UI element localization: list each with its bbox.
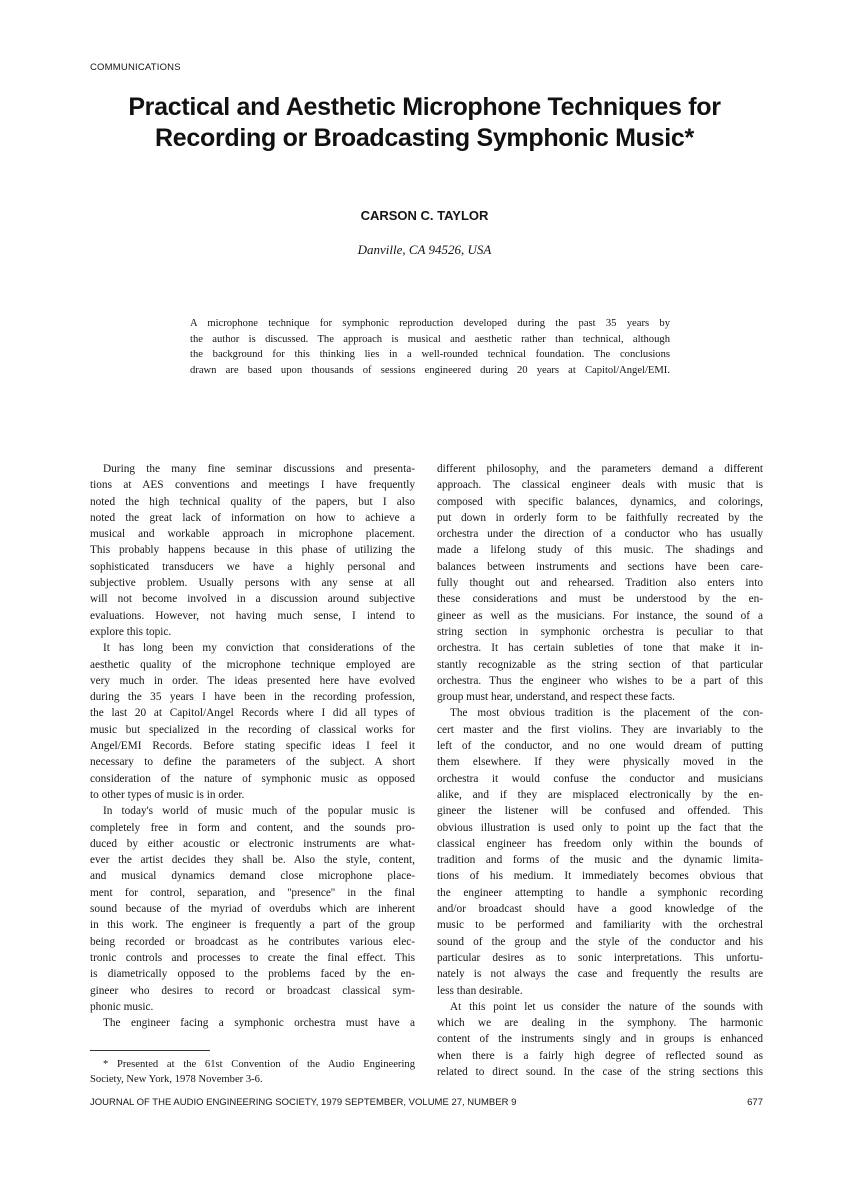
- body-line: noted the high technical quality of the papers, but I also: [90, 495, 415, 508]
- body-line: evaluations. However, not having much sense, I intend to: [90, 609, 415, 622]
- abstract: [190, 316, 670, 378]
- body-line: consideration of the nature of symphonic music as opposed: [90, 772, 415, 785]
- body-line: musical and workable approach in microphone placement.: [90, 528, 415, 541]
- body-line: gineer who desires to record or broadcast classical sym-: [90, 984, 415, 997]
- body-line: and musical dynamics demand close microphone place-: [90, 870, 415, 883]
- body-line: ever the artist decides they shall be. Also the style, content,: [90, 854, 415, 867]
- body-line: which we are dealing in the symphony. The harmonic: [437, 1017, 763, 1030]
- footnote-line: Society, New York, 1978 November 3-6.: [90, 1073, 263, 1085]
- body-line: aesthetic quality of the microphone technique employed are: [90, 658, 415, 671]
- body-line: nately is not always the case and frequently the results are: [437, 968, 763, 981]
- footnote: [90, 1058, 415, 1087]
- body-line: music to be performed and familiarity with the orchestral: [437, 919, 763, 932]
- body-line: different philosophy, and the parameters demand a different: [437, 463, 763, 475]
- body-line: stantly recognizable as the string section of that particular: [437, 658, 763, 671]
- body-line: the engineer attempting to handle a symphonic recording: [437, 886, 763, 899]
- body-line: This probably happens because in this phase of utilizing the: [90, 544, 415, 557]
- body-line: ment for control, separation, and ''presence'' in the final: [90, 886, 415, 899]
- body-line: orchestra under the direction of a conductor who has usually: [437, 528, 763, 541]
- body-line: music but specialized in the recording of classical works for: [90, 723, 415, 736]
- body-line: tions at AES conventions and meetings I have frequently: [90, 479, 415, 492]
- body-line: being recorded or broadcast as he contributes various elec-: [90, 935, 415, 948]
- body-line: particular desires as to sonic interpretations. This unfortu-: [437, 951, 763, 964]
- body-line: made a lifelong study of this music. The shadings and: [437, 544, 763, 557]
- journal-footer: JOURNAL OF THE AUDIO ENGINEERING SOCIETY, 1979 SEPTEMBER, VOLUME 27, NUMBER 9: [90, 1097, 517, 1108]
- body-line: string section in symphonic orchestra is peculiar to that: [437, 625, 763, 638]
- body-line: put down in orderly form to be faithfully recreated by the: [437, 511, 763, 524]
- abstract-line: the background for this thinking lies in a well-rounded technical foundation. The conclusions: [190, 349, 670, 361]
- body-line: balances between instruments and sections have been care-: [437, 560, 763, 573]
- abstract-line: drawn are based upon thousands of sessions engineered during 20 years at Capitol/Angel/EMI.: [190, 364, 670, 376]
- body-line: subjective problem. Usually persons with any sense at all: [90, 577, 415, 590]
- body-line: during the 35 years I have been in the recording profession,: [90, 691, 415, 704]
- body-line: left of the conductor, and no one would dream of putting: [437, 740, 763, 753]
- body-column-right: [437, 461, 763, 1080]
- body-line: sophisticated transducers we have a highly personal and: [90, 560, 415, 573]
- body-line: necessary to define the parameters of the subject. A short: [90, 756, 415, 769]
- body-line: alike, and if they are misplaced electronically by the en-: [437, 788, 763, 801]
- footnote-rule: [90, 1050, 210, 1051]
- body-line: obvious illustration is used only to point up the fact that the: [437, 821, 763, 834]
- body-line: in this work. The engineer is frequently a part of the group: [90, 919, 415, 932]
- abstract-line: the author is discussed. The approach is musical and aesthetic rather than technical, although: [190, 333, 670, 345]
- body-line: The most obvious tradition is the placement of the con-: [450, 707, 763, 720]
- author-affiliation: Danville, CA 94526, USA: [357, 242, 492, 257]
- body-line: In today's world of music much of the popular music is: [103, 805, 415, 818]
- body-line: sound because of the myriad of overdubs which are inherent: [90, 903, 415, 916]
- body-line: noted the great lack of information on how to achieve a: [90, 511, 415, 524]
- title-line: Practical and Aesthetic Microphone Techniques for: [128, 93, 721, 121]
- footnote-line: * Presented at the 61st Convention of the Audio Engineering: [103, 1059, 415, 1070]
- body-line: explore this topic.: [90, 625, 172, 638]
- body-line: tions of his medium. It immediately becomes obvious that: [437, 870, 763, 883]
- body-line: At this point let us consider the nature of the sounds with: [450, 1000, 763, 1013]
- body-line: sound of the group and the style of the conductor and his: [437, 935, 763, 948]
- body-line: these considerations and must be understood by the en-: [437, 593, 763, 606]
- article-title: [60, 92, 789, 154]
- body-line: tradition and forms of the music and the dynamic limita-: [437, 854, 763, 867]
- abstract-line: A microphone technique for symphonic reproduction developed during the past 35 years by: [190, 318, 670, 329]
- body-line: orchestra. It has certain subleties of tone that make it in-: [437, 642, 763, 655]
- section-label: COMMUNICATIONS: [90, 62, 181, 73]
- author-name: CARSON C. TAYLOR: [360, 208, 489, 223]
- body-line: and/or broadcast should have a good knowledge of the: [437, 903, 763, 916]
- body-line: very much in order. The ideas presented here have evolved: [90, 674, 415, 687]
- body-line: to other types of music is in order.: [90, 788, 245, 801]
- body-line: content of the instruments singly and in groups is enhanced: [437, 1033, 763, 1046]
- body-line: related to direct sound. In the case of the string sections this: [437, 1065, 763, 1078]
- body-line: classical engineer has freedom only within the bounds of: [437, 837, 763, 850]
- body-line: composed with specific balances, dynamics, and colorings,: [437, 495, 763, 508]
- body-column-left: [90, 461, 415, 1031]
- body-line: the last 20 at Capitol/Angel Records where I did all types of: [90, 707, 415, 720]
- body-line: approach. The classical engineer deals with music that is: [437, 479, 763, 492]
- body-line: duced by either acoustic or electronic instruments are what-: [90, 837, 415, 850]
- body-line: completely free in form and content, and the sounds pro-: [90, 821, 415, 834]
- body-line: gineer the listener will be confused and offended. This: [437, 805, 763, 818]
- body-line: During the many fine seminar discussions and presenta-: [103, 463, 415, 475]
- body-line: tronic controls and processes to create the final effect. This: [90, 951, 415, 964]
- body-line: orchestra. Thus the engineer who wishes to be a part of this: [437, 674, 763, 687]
- title-line: Recording or Broadcasting Symphonic Music*: [155, 124, 694, 152]
- body-line: group must hear, understand, and respect these facts.: [437, 691, 675, 704]
- body-line: Angel/EMI Records. Before stating specific ideas I feel it: [90, 740, 415, 753]
- page-number: 677: [747, 1097, 763, 1108]
- body-line: less than desirable.: [437, 984, 523, 997]
- body-line: will not become involved in a discussion around subjective: [90, 593, 415, 606]
- body-line: The engineer facing a symphonic orchestra must have a: [103, 1017, 415, 1030]
- body-line: when there is a fairly high degree of reflected sound as: [437, 1049, 763, 1062]
- body-line: gineer as well as the musicians. For instance, the sound of a: [437, 609, 763, 622]
- body-line: them elsewhere. If they were physically moved in the: [437, 756, 763, 769]
- body-line: fully thought out and rehearsed. Tradition also enters into: [437, 577, 763, 590]
- body-line: orchestra it would confuse the conductor and musicians: [437, 772, 763, 785]
- body-line: is diametrically opposed to the problems faced by the en-: [90, 968, 415, 981]
- body-line: It has long been my conviction that considerations of the: [103, 642, 415, 655]
- body-line: cert master and the first violins. They are invariably to the: [437, 723, 763, 736]
- body-line: phonic music.: [90, 1000, 154, 1013]
